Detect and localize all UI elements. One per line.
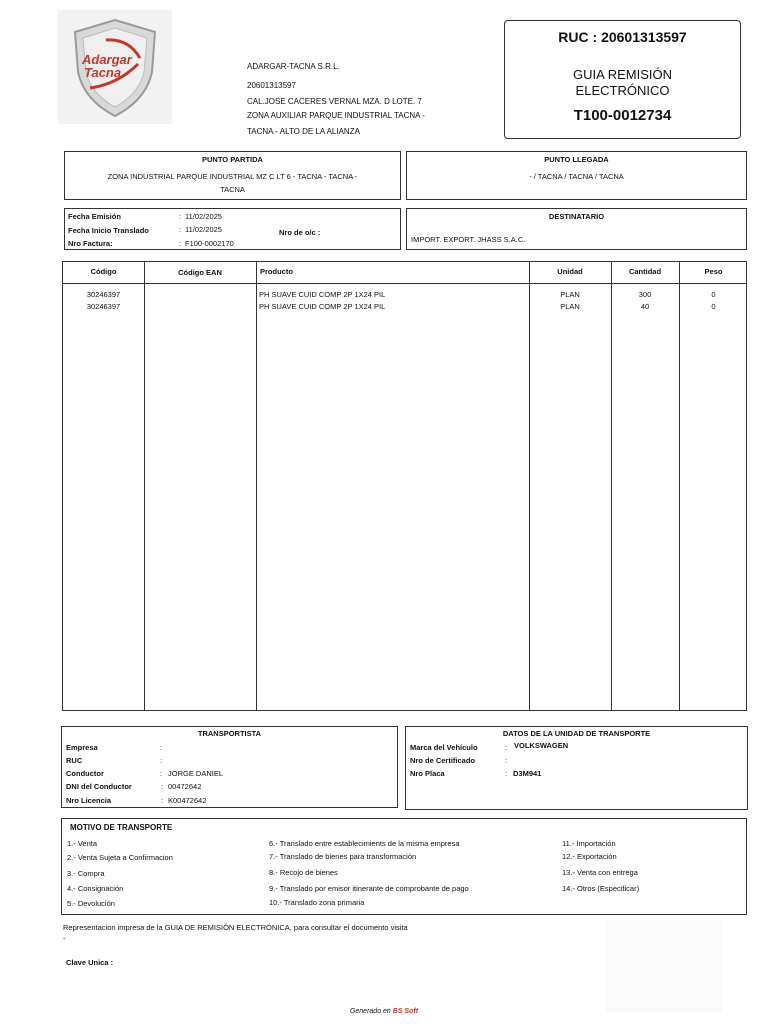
cell-peso: 0 (711, 290, 716, 299)
dni-label: DNI del Conductor (66, 782, 132, 791)
company-address-line2: ZONA AUXILIAR PARQUE INDUSTRIAL TACNA - (247, 111, 425, 120)
motivo-option: 3.- Compra (67, 869, 105, 878)
partida-line1: ZONA INDUSTRIAL PARQUE INDUSTRIAL MZ C LT 6 - TACNA - TACNA - (107, 172, 358, 181)
cell-peso: 0 (711, 302, 716, 311)
empresa-sep: : (160, 743, 163, 752)
doc-ruc-value: 20601313597 (601, 29, 687, 45)
cell-unidad: PLAN (560, 290, 580, 299)
generado-prefix: Generado en (349, 1008, 393, 1015)
empresa-label: Empresa (66, 743, 98, 752)
transportista-box (61, 726, 398, 808)
col-header-cantidad: Cantidad (628, 267, 662, 276)
motivo-option: 13.- Venta con entrega (562, 868, 638, 877)
motivo-option: 10.- Translado zona primaria (269, 898, 365, 907)
qr-code-area (606, 920, 722, 1012)
cell-cantidad: 40 (640, 302, 650, 311)
emision-sep: : (179, 212, 182, 221)
partida-line2: TACNA (220, 185, 245, 194)
oc-label: Nro de o/c : (279, 228, 321, 237)
motivo-option: 11.- Importación (562, 839, 616, 848)
placa-sep: : (505, 769, 508, 778)
doc-title-line1: GUIA REMISIÓN (573, 67, 672, 82)
punto-llegada-box (406, 151, 747, 200)
factura-sep: : (179, 239, 182, 248)
cell-producto: PH SUAVE CUID COMP 2P 1X24 PIL (259, 290, 386, 299)
logo-text-line2: Tacna (84, 65, 122, 80)
conductor-sep: : (160, 769, 163, 778)
col-header-unidad: Unidad (557, 267, 583, 276)
clave-unica-label: Clave Unica : (66, 958, 114, 967)
generado-credit (0, 1008, 768, 1015)
col-header-producto: Producto (260, 267, 293, 276)
motivo-option: 2.- Venta Sujeta a Confirmacion (67, 853, 173, 862)
llegada-value: - / TACNA / TACNA / TACNA (529, 172, 624, 181)
destinatario-box (406, 208, 747, 250)
conductor-value: JORGE DANIEL (168, 769, 224, 778)
col-header-peso: Peso (704, 267, 723, 276)
doc-ruc-label: RUC : (558, 29, 598, 45)
conductor-label: Conductor (66, 769, 104, 778)
emision-label: Fecha Emisión (68, 212, 121, 221)
company-address-line1: CAL.JOSE CACERES VERNAL MZA. D LOTE. 7 (247, 97, 422, 106)
dates-box (64, 208, 401, 250)
partida-header: PUNTO PARTIDA (202, 155, 263, 164)
motivo-option: 6.- Translado entre establecimients de la misma empresa (269, 839, 460, 848)
document-id-box (504, 20, 741, 139)
motivo-option: 14.- Otros (Especificar) (562, 884, 640, 893)
marca-sep: : (505, 743, 508, 752)
company-ruc: 20601313597 (247, 81, 296, 90)
company-name: ADARGAR-TACNA S.R.L. (247, 62, 340, 71)
products-table (62, 261, 747, 711)
cell-codigo: 30246397 (86, 302, 121, 311)
ruc-label: RUC (66, 756, 83, 765)
doc-ruc (505, 29, 740, 45)
factura-label: Nro Factura: (68, 239, 113, 248)
dni-value: 00472642 (168, 782, 202, 791)
vehiculo-header: DATOS DE LA UNIDAD DE TRANSPORTE (502, 729, 651, 738)
generado-brand: BS Soft (392, 1008, 419, 1015)
inicio-sep: : (179, 225, 182, 234)
company-address-line3: TACNA - ALTO DE LA ALIANZA (247, 127, 360, 136)
cert-label: Nro de Certificado (410, 756, 476, 765)
doc-number: T100-0012734 (573, 107, 672, 124)
licencia-value: K00472642 (168, 796, 207, 805)
motivo-box (61, 818, 747, 915)
llegada-header: PUNTO LLEGADA (544, 155, 609, 164)
motivo-option: 4.- Consignación (67, 884, 124, 893)
vehiculo-box (405, 726, 748, 810)
factura-value: F100-0002170 (185, 239, 234, 248)
destinatario-header: DESTINATARIO (548, 212, 605, 221)
footer-dash: - (63, 934, 66, 943)
col-header-ean: Código EAN (178, 268, 222, 277)
doc-title-line2: ELECTRÓNICO (575, 83, 670, 98)
motivo-option: 12.- Exportación (562, 852, 617, 861)
company-logo (58, 10, 172, 124)
cell-unidad: PLAN (560, 302, 580, 311)
dni-sep: : (161, 782, 164, 791)
motivo-option: 7.- Translado de bienes para transformación (269, 852, 417, 861)
licencia-label: Nro Licencia (66, 796, 112, 805)
inicio-value: 11/02/2025 (185, 225, 222, 234)
punto-partida-box (64, 151, 401, 200)
destinatario-value: IMPORT. EXPORT. JHASS S.A.C. (411, 235, 526, 244)
placa-value: D3M941 (513, 769, 542, 778)
inicio-label: Fecha Inicio Translado (68, 226, 149, 235)
logo-text-line1: Adargar (82, 52, 132, 67)
marca-label: Marca del Vehículo (410, 743, 478, 752)
motivo-option: 5.- Devolución (67, 899, 115, 908)
cell-cantidad: 300 (638, 290, 652, 299)
motivo-option: 9.- Translado por emisor itinerante de comprobante de pago (269, 884, 469, 893)
cert-sep: : (505, 756, 508, 765)
motivo-option: 1.- Venta (67, 839, 98, 848)
placa-label: Nro Placa (410, 769, 445, 778)
licencia-sep: : (161, 796, 164, 805)
cell-codigo: 30246397 (86, 290, 121, 299)
motivo-option: 8.- Recojo de bienes (269, 868, 338, 877)
emision-value: 11/02/2025 (185, 212, 222, 221)
representacion-text: Representacion impresa de la GUIA DE REMISIÓN ELECTRÓNICA, para consultar el documento visita (63, 923, 408, 932)
motivo-header: MOTIVO DE TRANSPORTE (70, 823, 173, 832)
ruc-sep: : (160, 756, 163, 765)
col-header-codigo: Código (90, 267, 117, 276)
cell-producto: PH SUAVE CUID COMP 2P 1X24 PIL (259, 302, 386, 311)
transportista-header: TRANSPORTISTA (197, 729, 262, 738)
marca-value: VOLKSWAGEN (514, 741, 569, 750)
